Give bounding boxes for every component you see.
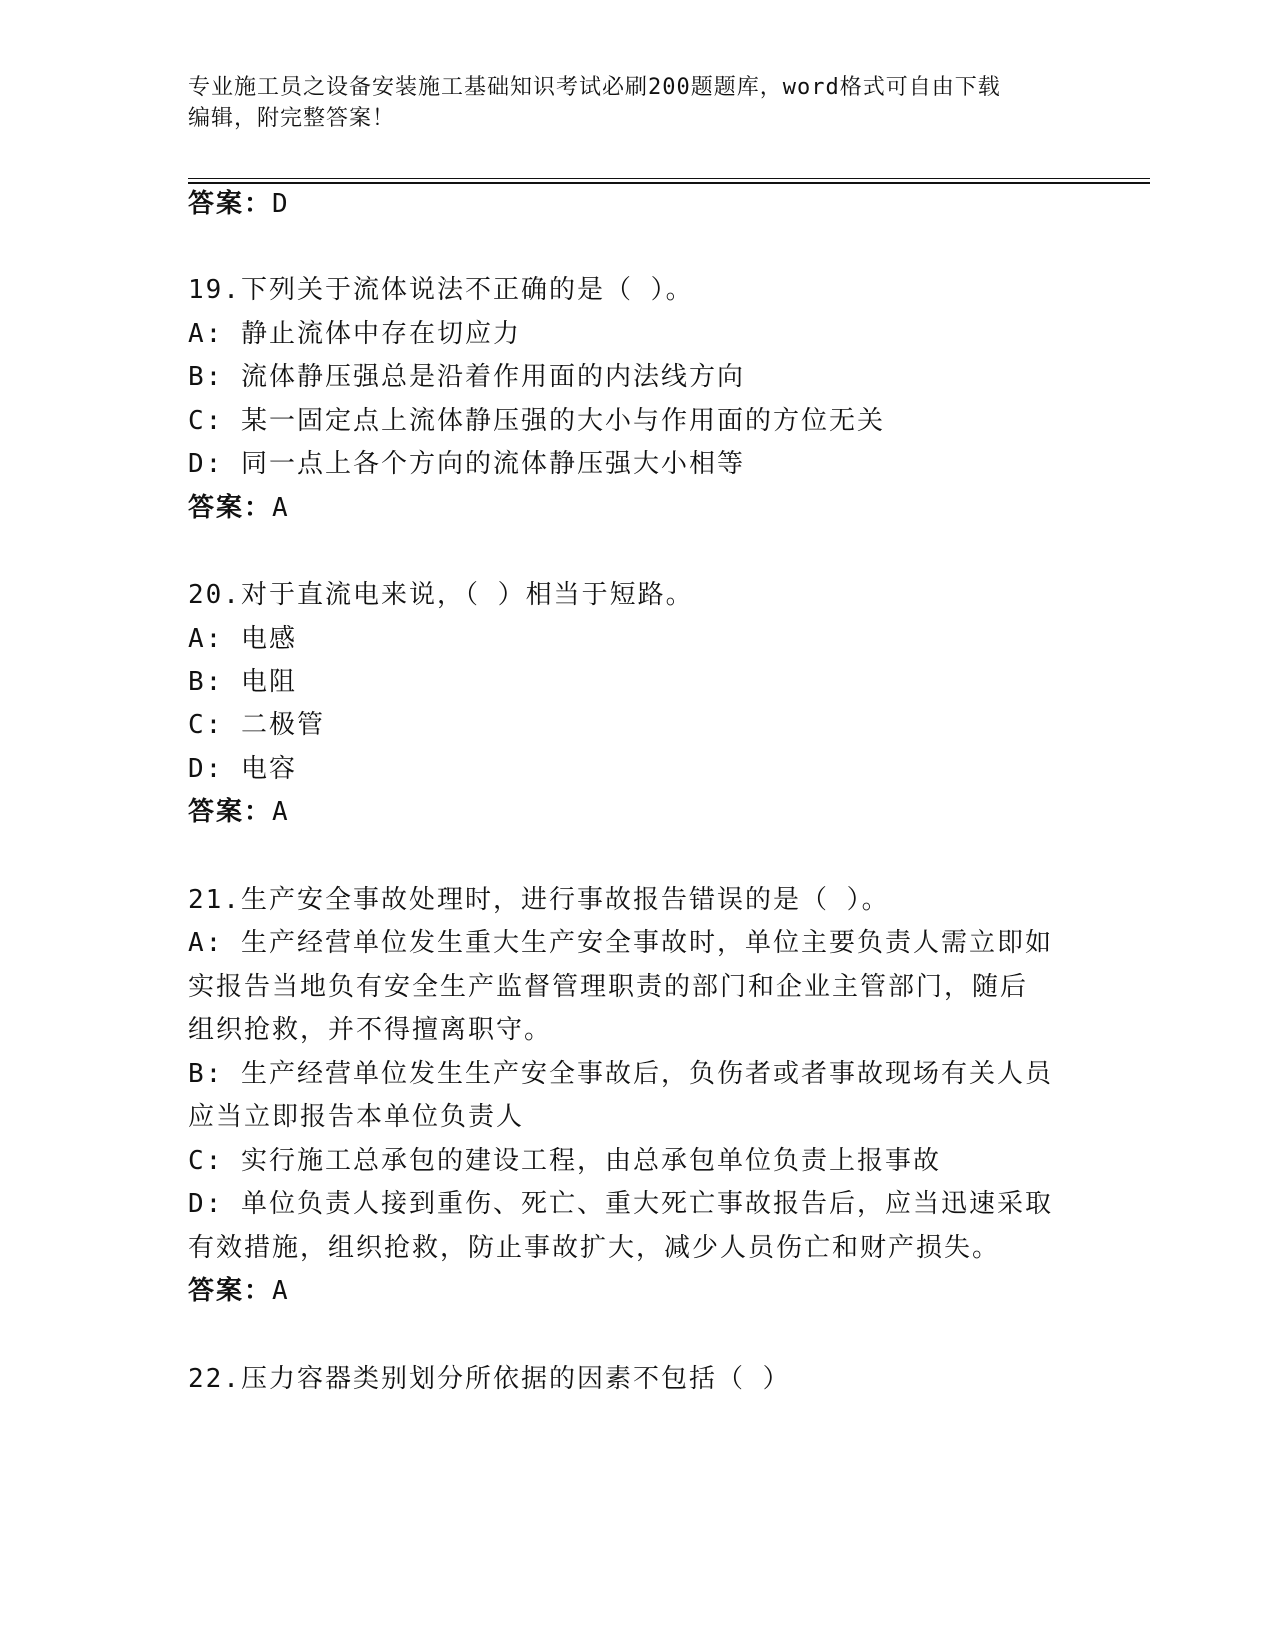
answer-line xyxy=(188,1269,290,1313)
option-b: B: 电阻 xyxy=(188,667,297,697)
answer-label: 答案： xyxy=(188,797,273,827)
answer-value: A xyxy=(272,493,290,523)
question-stem: 22.压力容器类别划分所依据的因素不包括（ ） xyxy=(188,1364,791,1394)
question-stem: 20.对于直流电来说，（ ）相当于短路。 xyxy=(188,580,694,610)
header-divider-thick xyxy=(188,182,1150,184)
option-d: D: 电容 xyxy=(188,754,297,784)
document-header xyxy=(188,72,1088,134)
answer-label: 答案： xyxy=(188,189,273,219)
question-stem: 19.下列关于流体说法不正确的是（ ）。 xyxy=(188,275,694,305)
answer-value: D xyxy=(272,189,290,219)
option-c: C: 某一固定点上流体静压强的大小与作用面的方位无关 xyxy=(188,406,885,436)
answer-label: 答案： xyxy=(188,1276,273,1306)
option-b-line-2: 应当立即报告本单位负责人 xyxy=(188,1102,525,1132)
header-line-2: 编辑，附完整答案！ xyxy=(188,106,396,131)
option-d: D: 同一点上各个方向的流体静压强大小相等 xyxy=(188,449,745,479)
option-d-line-2: 有效措施，组织抢救，防止事故扩大，减少人员伤亡和财产损失。 xyxy=(188,1233,1001,1263)
answer-line xyxy=(188,486,290,530)
answer-value: A xyxy=(272,797,290,827)
header-line-1: 专业施工员之设备安装施工基础知识考试必刷200题题库，word格式可自由下载 xyxy=(188,75,1001,100)
option-a-line-3: 组织抢救，并不得擅离职守。 xyxy=(188,1015,553,1045)
option-c: C: 二极管 xyxy=(188,710,325,740)
answer-label: 答案： xyxy=(188,493,273,523)
option-c: C: 实行施工总承包的建设工程，由总承包单位负责上报事故 xyxy=(188,1146,941,1176)
answer-line xyxy=(188,182,290,226)
option-b: B: 流体静压强总是沿着作用面的内法线方向 xyxy=(188,362,745,392)
answer-line xyxy=(188,790,290,834)
option-b-line-1: B: 生产经营单位发生生产安全事故后，负伤者或者事故现场有关人员 xyxy=(188,1059,1053,1089)
option-d-line-1: D: 单位负责人接到重伤、死亡、重大死亡事故报告后，应当迅速采取 xyxy=(188,1189,1053,1219)
option-a-line-2: 实报告当地负有安全生产监督管理职责的部门和企业主管部门，随后 xyxy=(188,972,1029,1002)
header-divider-thin xyxy=(188,178,1150,179)
option-a: A: 静止流体中存在切应力 xyxy=(188,319,521,349)
option-a-line-1: A: 生产经营单位发生重大生产安全事故时，单位主要负责人需立即如 xyxy=(188,928,1053,958)
option-a: A: 电感 xyxy=(188,624,297,654)
answer-value: A xyxy=(272,1276,290,1306)
question-stem: 21.生产安全事故处理时，进行事故报告错误的是（ ）。 xyxy=(188,885,890,915)
